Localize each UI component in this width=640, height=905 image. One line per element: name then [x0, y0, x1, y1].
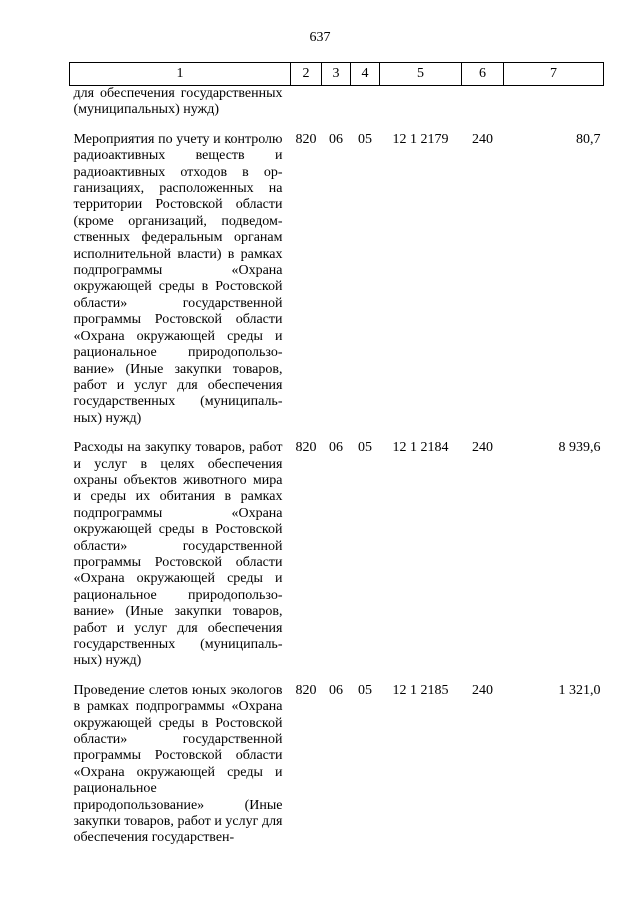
row-code: 820	[295, 682, 317, 698]
row-target: 12 1 2179	[392, 131, 449, 147]
row-expense-type: 240	[472, 440, 493, 456]
column-header-6: 6	[462, 63, 504, 86]
row-section: 06	[329, 682, 343, 698]
row-subsection: 05	[358, 682, 372, 698]
column-header-3: 3	[322, 63, 351, 86]
row-subsection: 05	[358, 131, 372, 147]
column-header-1: 1	[70, 63, 291, 86]
row-code: 820	[295, 131, 317, 147]
row-section: 06	[329, 131, 343, 147]
row-target: 12 1 2184	[392, 440, 449, 456]
row-expense-type: 240	[472, 682, 493, 698]
row-description: Мероприятия по учету и контролю радиоактивных веществ и радиоактивных отходов в организациях, расположенных на территории Ростовской области (кроме организаций, подведомственных федеральным органам исполнительной власти) в рамках подпрограммы «Охрана окружающей среды в Ростовской области» государственной программы Ростовской области «Охрана окружающей среды и рациональное природопользование» (Иные закупки товаров, работ и услуг для обеспечения государственных (муниципальных) нужд)	[73, 131, 283, 426]
table-row	[70, 132, 604, 427]
row-target: 12 1 2185	[392, 682, 449, 698]
row-amount: 1 321,0	[558, 682, 601, 698]
row-section: 06	[329, 440, 343, 456]
row-description: для обеспечения государственных (муниципальных) нужд)	[73, 86, 283, 118]
column-header-2: 2	[291, 63, 322, 86]
row-expense-type: 240	[472, 131, 493, 147]
column-header-5: 5	[380, 63, 462, 86]
page-number: 637	[309, 30, 331, 45]
row-code: 820	[295, 440, 317, 456]
row-amount: 8 939,6	[558, 440, 601, 456]
row-subsection: 05	[358, 440, 372, 456]
column-header-7: 7	[504, 63, 604, 86]
table-row	[70, 683, 604, 847]
row-description: Проведение слетов юных экологов в рамках подпрограммы «Охрана окружающей среды в Ростовской области» государственной программы Ростовской области «Охрана окружающей среды и рациональное природопользование» (Иные закупки товаров, работ и услуг для обеспечения государствен-	[73, 682, 283, 846]
table-header-row	[70, 63, 604, 86]
table-row-continuation	[70, 86, 604, 119]
column-header-4: 4	[351, 63, 380, 86]
row-description: Расходы на закупку товаров, работ и услуг в целях обеспечения охраны объектов животного мира и среды их обитания в рамках подпрограммы «Охрана окружающей среды в Ростовской области» государственной программы Ростовской области «Охрана окружающей среды и рациональное природопользование» (Иные закупки товаров, работ и услуг для обеспечения государственных (муниципальных) нужд)	[73, 440, 283, 669]
table-row	[70, 440, 604, 670]
row-amount: 80,7	[576, 131, 601, 147]
budget-table	[69, 62, 604, 847]
